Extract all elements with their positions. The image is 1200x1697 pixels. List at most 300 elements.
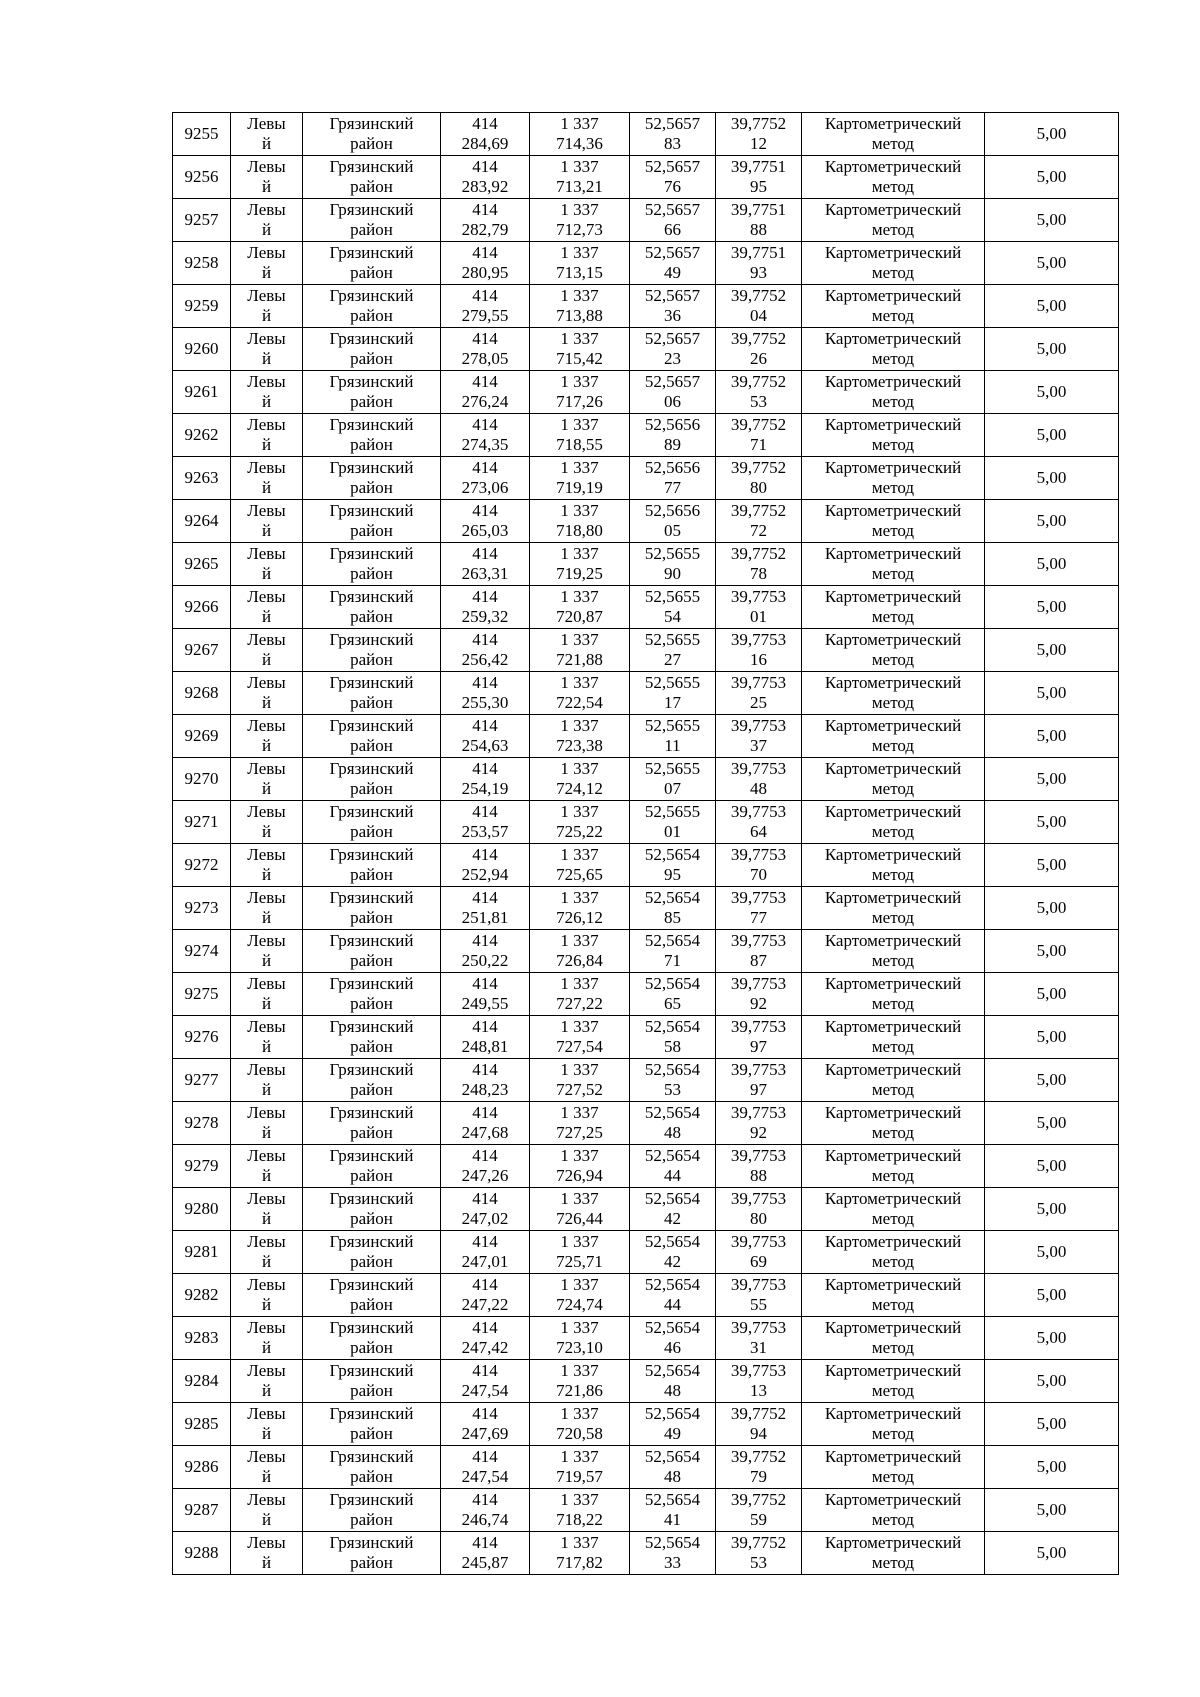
lat-line-1: 52,5654 (644, 1361, 701, 1380)
table-row (173, 199, 1119, 242)
side-line-1: Левы (247, 1361, 286, 1380)
lat-line-1: 52,5654 (644, 1404, 701, 1423)
method-line-2: метод (871, 1510, 915, 1529)
table-row (173, 1016, 1119, 1059)
district-line-2: район (350, 306, 393, 325)
lon-line-2: 53 (750, 392, 767, 411)
lon-line-2: 88 (750, 220, 767, 239)
method-cell (802, 1102, 985, 1145)
method-line-2: метод (871, 693, 915, 712)
y-line-2: 717,82 (556, 1553, 603, 1572)
point-number-cell: 9278 (173, 1102, 231, 1145)
y-coordinate-cell (530, 199, 630, 242)
y-line-1: 1 337 (560, 415, 599, 434)
y-line-2: 726,84 (556, 951, 603, 970)
district-line-1: Грязинский (329, 1017, 414, 1036)
table-row (173, 715, 1119, 758)
accuracy-cell: 5,00 (985, 1360, 1119, 1403)
side-line-1: Левы (247, 759, 286, 778)
y-line-2: 719,25 (556, 564, 603, 583)
method-line-1: Картометрический (824, 544, 962, 563)
latitude-cell (630, 457, 716, 500)
accuracy-cell: 5,00 (985, 1274, 1119, 1317)
side-line-2: й (261, 521, 272, 540)
accuracy-cell: 5,00 (985, 371, 1119, 414)
x-line-2: 247,69 (461, 1424, 509, 1443)
x-coordinate-cell (441, 1145, 530, 1188)
x-line-2: 273,06 (461, 478, 509, 497)
x-line-2: 249,55 (461, 994, 509, 1013)
lon-line-2: 71 (750, 435, 767, 454)
latitude-cell (630, 887, 716, 930)
lat-line-2: 83 (664, 134, 681, 153)
side-line-2: й (261, 177, 272, 196)
district-line-1: Грязинский (329, 1189, 414, 1208)
x-line-1: 414 (472, 1103, 498, 1122)
y-coordinate-cell (530, 586, 630, 629)
table-row (173, 156, 1119, 199)
lat-line-1: 52,5656 (644, 415, 701, 434)
method-line-2: метод (871, 177, 915, 196)
y-line-2: 720,58 (556, 1424, 603, 1443)
x-coordinate-cell (441, 500, 530, 543)
district-line-1: Грязинский (329, 802, 414, 821)
longitude-cell (716, 1102, 802, 1145)
latitude-cell (630, 113, 716, 156)
accuracy-cell: 5,00 (985, 242, 1119, 285)
district-line-1: Грязинский (329, 114, 414, 133)
method-line-2: метод (871, 1166, 915, 1185)
method-line-1: Картометрический (824, 673, 962, 692)
latitude-cell (630, 1188, 716, 1231)
lon-line-2: 72 (750, 521, 767, 540)
accuracy-cell: 5,00 (985, 629, 1119, 672)
lon-line-1: 39,7752 (730, 1490, 787, 1509)
method-cell (802, 715, 985, 758)
y-line-1: 1 337 (560, 114, 599, 133)
district-line-1: Грязинский (329, 1447, 414, 1466)
table-row (173, 1532, 1119, 1575)
district-cell (303, 801, 441, 844)
method-line-1: Картометрический (824, 1232, 962, 1251)
x-line-1: 414 (472, 544, 498, 563)
x-line-1: 414 (472, 931, 498, 950)
y-line-1: 1 337 (560, 587, 599, 606)
method-line-1: Картометрический (824, 1146, 962, 1165)
lat-line-1: 52,5655 (644, 716, 701, 735)
district-line-2: район (350, 607, 393, 626)
district-cell (303, 1059, 441, 1102)
district-line-2: район (350, 1166, 393, 1185)
accuracy-cell: 5,00 (985, 973, 1119, 1016)
lon-line-1: 39,7753 (730, 845, 787, 864)
lat-line-2: 66 (664, 220, 681, 239)
point-number-cell: 9255 (173, 113, 231, 156)
x-line-1: 414 (472, 114, 498, 133)
point-number-cell: 9272 (173, 844, 231, 887)
latitude-cell (630, 1403, 716, 1446)
y-line-2: 727,22 (556, 994, 603, 1013)
lat-line-2: 44 (664, 1295, 681, 1314)
lon-line-2: 94 (750, 1424, 767, 1443)
side-line-1: Левы (247, 587, 286, 606)
y-line-2: 727,52 (556, 1080, 603, 1099)
district-line-2: район (350, 865, 393, 884)
x-line-1: 414 (472, 1533, 498, 1552)
bank-side-cell (231, 973, 303, 1016)
method-line-2: метод (871, 1295, 915, 1314)
x-line-1: 414 (472, 587, 498, 606)
lat-line-1: 52,5656 (644, 458, 701, 477)
latitude-cell (630, 543, 716, 586)
lat-line-2: 71 (664, 951, 681, 970)
table-row (173, 887, 1119, 930)
x-coordinate-cell (441, 1489, 530, 1532)
y-line-2: 723,10 (556, 1338, 603, 1357)
x-line-2: 253,57 (461, 822, 509, 841)
lat-line-1: 52,5657 (644, 372, 701, 391)
district-cell (303, 973, 441, 1016)
lon-line-2: 95 (750, 177, 767, 196)
x-coordinate-cell (441, 1532, 530, 1575)
y-line-1: 1 337 (560, 458, 599, 477)
y-line-2: 717,26 (556, 392, 603, 411)
longitude-cell (716, 801, 802, 844)
method-line-1: Картометрический (824, 587, 962, 606)
point-number-cell: 9286 (173, 1446, 231, 1489)
latitude-cell (630, 1446, 716, 1489)
lon-line-2: 79 (750, 1467, 767, 1486)
accuracy-cell: 5,00 (985, 199, 1119, 242)
district-line-2: район (350, 951, 393, 970)
lat-line-1: 52,5654 (644, 1232, 701, 1251)
lat-line-2: 90 (664, 564, 681, 583)
lat-line-1: 52,5657 (644, 157, 701, 176)
district-line-1: Грязинский (329, 200, 414, 219)
y-coordinate-cell (530, 371, 630, 414)
x-coordinate-cell (441, 543, 530, 586)
point-number-cell: 9285 (173, 1403, 231, 1446)
lon-line-1: 39,7752 (730, 1404, 787, 1423)
latitude-cell (630, 1102, 716, 1145)
y-line-1: 1 337 (560, 1533, 599, 1552)
district-cell (303, 1274, 441, 1317)
x-coordinate-cell (441, 1446, 530, 1489)
latitude-cell (630, 500, 716, 543)
lat-line-2: 01 (664, 822, 681, 841)
method-cell (802, 500, 985, 543)
y-line-1: 1 337 (560, 931, 599, 950)
latitude-cell (630, 1016, 716, 1059)
method-line-1: Картометрический (824, 1060, 962, 1079)
lon-line-1: 39,7753 (730, 1146, 787, 1165)
district-cell (303, 285, 441, 328)
district-cell (303, 586, 441, 629)
y-line-1: 1 337 (560, 630, 599, 649)
accuracy-cell: 5,00 (985, 1145, 1119, 1188)
lat-line-2: 11 (664, 736, 681, 755)
x-line-2: 247,01 (461, 1252, 509, 1271)
latitude-cell (630, 672, 716, 715)
lon-line-2: 70 (750, 865, 767, 884)
point-number-cell: 9271 (173, 801, 231, 844)
longitude-cell (716, 758, 802, 801)
side-line-2: й (261, 1510, 272, 1529)
side-line-2: й (261, 1123, 272, 1142)
side-line-1: Левы (247, 329, 286, 348)
method-cell (802, 1317, 985, 1360)
lon-line-1: 39,7752 (730, 372, 787, 391)
y-coordinate-cell (530, 1403, 630, 1446)
side-line-2: й (261, 607, 272, 626)
side-line-2: й (261, 478, 272, 497)
bank-side-cell (231, 930, 303, 973)
method-line-2: метод (871, 994, 915, 1013)
lon-line-1: 39,7753 (730, 1060, 787, 1079)
side-line-1: Левы (247, 372, 286, 391)
x-coordinate-cell (441, 801, 530, 844)
point-number-cell: 9260 (173, 328, 231, 371)
method-cell (802, 1059, 985, 1102)
longitude-cell (716, 1446, 802, 1489)
point-number-cell: 9258 (173, 242, 231, 285)
district-cell (303, 1188, 441, 1231)
longitude-cell (716, 1489, 802, 1532)
method-cell (802, 844, 985, 887)
district-line-1: Грязинский (329, 759, 414, 778)
x-line-1: 414 (472, 1318, 498, 1337)
lon-line-1: 39,7753 (730, 587, 787, 606)
lon-line-1: 39,7753 (730, 1017, 787, 1036)
y-line-1: 1 337 (560, 200, 599, 219)
y-line-1: 1 337 (560, 673, 599, 692)
side-line-1: Левы (247, 415, 286, 434)
latitude-cell (630, 1059, 716, 1102)
y-coordinate-cell (530, 500, 630, 543)
lon-line-1: 39,7751 (730, 243, 787, 262)
y-line-1: 1 337 (560, 501, 599, 520)
district-line-1: Грязинский (329, 888, 414, 907)
x-line-1: 414 (472, 630, 498, 649)
longitude-cell (716, 500, 802, 543)
method-cell (802, 930, 985, 973)
bank-side-cell (231, 715, 303, 758)
longitude-cell (716, 1231, 802, 1274)
point-number-cell: 9266 (173, 586, 231, 629)
lon-line-2: 37 (750, 736, 767, 755)
lon-line-2: 16 (750, 650, 767, 669)
y-line-1: 1 337 (560, 1189, 599, 1208)
lat-line-2: 17 (664, 693, 681, 712)
side-line-1: Левы (247, 243, 286, 262)
side-line-2: й (261, 1381, 272, 1400)
table-row (173, 328, 1119, 371)
method-cell (802, 973, 985, 1016)
method-line-2: метод (871, 134, 915, 153)
y-line-2: 713,15 (556, 263, 603, 282)
y-coordinate-cell (530, 543, 630, 586)
lon-line-1: 39,7753 (730, 1318, 787, 1337)
latitude-cell (630, 199, 716, 242)
district-line-1: Грязинский (329, 673, 414, 692)
y-line-2: 719,57 (556, 1467, 603, 1486)
y-coordinate-cell (530, 1145, 630, 1188)
point-number-cell: 9259 (173, 285, 231, 328)
district-line-1: Грязинский (329, 974, 414, 993)
x-line-1: 414 (472, 1060, 498, 1079)
y-line-2: 726,44 (556, 1209, 603, 1228)
method-cell (802, 1231, 985, 1274)
bank-side-cell (231, 672, 303, 715)
lat-line-1: 52,5654 (644, 974, 701, 993)
district-line-1: Грязинский (329, 544, 414, 563)
side-line-2: й (261, 1295, 272, 1314)
x-line-2: 250,22 (461, 951, 509, 970)
longitude-cell (716, 586, 802, 629)
lon-line-1: 39,7753 (730, 759, 787, 778)
point-number-cell: 9275 (173, 973, 231, 1016)
y-coordinate-cell (530, 113, 630, 156)
table-row (173, 371, 1119, 414)
district-line-1: Грязинский (329, 372, 414, 391)
lat-line-1: 52,5656 (644, 501, 701, 520)
district-cell (303, 1145, 441, 1188)
x-coordinate-cell (441, 629, 530, 672)
lon-line-1: 39,7752 (730, 501, 787, 520)
table-row (173, 1274, 1119, 1317)
y-line-1: 1 337 (560, 1060, 599, 1079)
side-line-2: й (261, 779, 272, 798)
side-line-2: й (261, 435, 272, 454)
point-number-cell: 9284 (173, 1360, 231, 1403)
district-line-2: район (350, 1123, 393, 1142)
bank-side-cell (231, 242, 303, 285)
district-line-2: район (350, 349, 393, 368)
lat-line-2: 23 (664, 349, 681, 368)
side-line-2: й (261, 1080, 272, 1099)
district-line-1: Грязинский (329, 1103, 414, 1122)
accuracy-cell: 5,00 (985, 1016, 1119, 1059)
x-coordinate-cell (441, 242, 530, 285)
x-line-2: 245,87 (461, 1553, 509, 1572)
x-coordinate-cell (441, 844, 530, 887)
lat-line-1: 52,5654 (644, 1146, 701, 1165)
point-number-cell: 9257 (173, 199, 231, 242)
method-line-1: Картометрический (824, 630, 962, 649)
x-coordinate-cell (441, 199, 530, 242)
table-row (173, 285, 1119, 328)
y-line-2: 725,71 (556, 1252, 603, 1271)
table-row (173, 1446, 1119, 1489)
y-line-1: 1 337 (560, 1017, 599, 1036)
accuracy-cell: 5,00 (985, 285, 1119, 328)
bank-side-cell (231, 1188, 303, 1231)
side-line-1: Левы (247, 931, 286, 950)
lon-line-1: 39,7752 (730, 1533, 787, 1552)
lon-line-1: 39,7753 (730, 716, 787, 735)
method-line-2: метод (871, 263, 915, 282)
district-line-2: район (350, 908, 393, 927)
method-line-2: метод (871, 1123, 915, 1142)
lat-line-2: 06 (664, 392, 681, 411)
x-line-2: 276,24 (461, 392, 509, 411)
accuracy-cell: 5,00 (985, 457, 1119, 500)
y-coordinate-cell (530, 1489, 630, 1532)
accuracy-cell: 5,00 (985, 844, 1119, 887)
method-line-2: метод (871, 1553, 915, 1572)
longitude-cell (716, 930, 802, 973)
x-line-2: 248,81 (461, 1037, 509, 1056)
side-line-2: й (261, 1209, 272, 1228)
x-line-2: 256,42 (461, 650, 509, 669)
y-line-1: 1 337 (560, 888, 599, 907)
method-cell (802, 1403, 985, 1446)
x-line-2: 247,68 (461, 1123, 509, 1142)
lat-line-1: 52,5654 (644, 1490, 701, 1509)
y-coordinate-cell (530, 285, 630, 328)
lon-line-2: 92 (750, 994, 767, 1013)
longitude-cell (716, 199, 802, 242)
x-line-1: 414 (472, 845, 498, 864)
x-line-2: 280,95 (461, 263, 509, 282)
y-line-1: 1 337 (560, 1490, 599, 1509)
point-number-cell: 9282 (173, 1274, 231, 1317)
x-line-1: 414 (472, 286, 498, 305)
method-cell (802, 629, 985, 672)
side-line-2: й (261, 349, 272, 368)
y-line-1: 1 337 (560, 759, 599, 778)
side-line-2: й (261, 1037, 272, 1056)
lon-line-1: 39,7752 (730, 1447, 787, 1466)
district-cell (303, 1360, 441, 1403)
accuracy-cell: 5,00 (985, 414, 1119, 457)
lat-line-2: 42 (664, 1252, 681, 1271)
district-line-1: Грязинский (329, 1232, 414, 1251)
x-line-2: 259,32 (461, 607, 509, 626)
side-line-1: Левы (247, 630, 286, 649)
y-coordinate-cell (530, 1317, 630, 1360)
lat-line-1: 52,5654 (644, 888, 701, 907)
point-number-cell: 9267 (173, 629, 231, 672)
side-line-1: Левы (247, 1404, 286, 1423)
lon-line-1: 39,7753 (730, 802, 787, 821)
district-line-2: район (350, 263, 393, 282)
accuracy-cell: 5,00 (985, 543, 1119, 586)
latitude-cell (630, 629, 716, 672)
latitude-cell (630, 414, 716, 457)
latitude-cell (630, 801, 716, 844)
lon-line-2: 04 (750, 306, 767, 325)
latitude-cell (630, 758, 716, 801)
x-line-1: 414 (472, 200, 498, 219)
y-line-1: 1 337 (560, 1146, 599, 1165)
lon-line-1: 39,7753 (730, 1275, 787, 1294)
accuracy-cell: 5,00 (985, 113, 1119, 156)
x-coordinate-cell (441, 328, 530, 371)
side-line-2: й (261, 822, 272, 841)
lat-line-2: 05 (664, 521, 681, 540)
longitude-cell (716, 973, 802, 1016)
point-number-cell: 9280 (173, 1188, 231, 1231)
method-line-1: Картометрический (824, 931, 962, 950)
bank-side-cell (231, 414, 303, 457)
district-cell (303, 1317, 441, 1360)
district-line-2: район (350, 1381, 393, 1400)
x-line-2: 247,22 (461, 1295, 509, 1314)
x-coordinate-cell (441, 586, 530, 629)
x-line-1: 414 (472, 372, 498, 391)
latitude-cell (630, 586, 716, 629)
